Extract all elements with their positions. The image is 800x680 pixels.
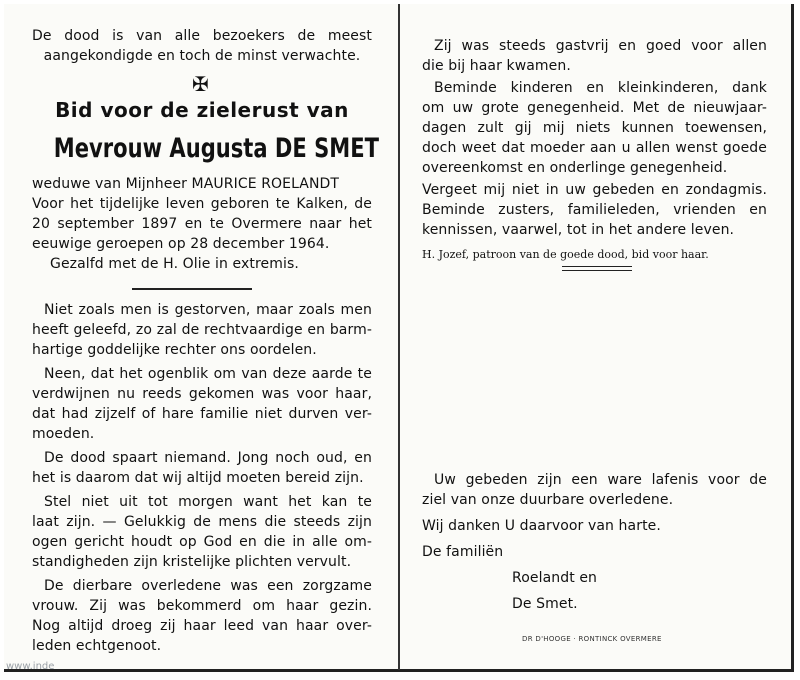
text-line: het is daarom dat wij altijd moeten bereid zijn.: [32, 470, 364, 486]
watermark: www.inde: [6, 661, 55, 672]
text-line: verdwijnen nu reeds gekomen was voor haar,: [32, 386, 372, 402]
text-line: Niet zoals men is gestorven, maar zoals men: [44, 302, 372, 318]
text-line: Nog altijd droeg zij haar leed van haar over-: [32, 618, 372, 634]
text-line: hartige goddelijke rechter ons oordelen.: [32, 342, 317, 358]
thanks-line: Wij danken U daarvoor van harte.: [422, 518, 661, 534]
text-line: De dood spaart niemand. Jong noch oud, en: [44, 450, 372, 466]
text-line: die bij haar kwamen.: [422, 58, 571, 74]
oil-line: Gezalfd met de H. Olie in extremis.: [50, 256, 299, 272]
fold-line: [398, 4, 400, 670]
text-line: De dierbare overledene was een zorgzame: [44, 578, 372, 594]
life-line: 20 september 1897 en te Overmere naar het: [32, 216, 372, 232]
text-line: om uw grote genegenheid. Met de nieuwjaar-: [422, 100, 767, 116]
divider: [562, 270, 632, 271]
divider: [132, 288, 252, 290]
intro-line: aangekondigde en toch de minst verwachte.: [43, 48, 361, 64]
cross-icon: ✠: [192, 72, 209, 96]
text-line: doch weet dat moeder aan u allen wenst goede: [422, 140, 767, 156]
body-text: [32, 300, 372, 656]
text-line: heeft geleefd, zo zal de rechtvaardige en barm-: [32, 322, 372, 338]
prayer-line: H. Jozef, patroon van de goede dood, bid voor haar.: [422, 248, 709, 261]
life-line: Voor het tijdelijke leven geboren te Kalken, de: [32, 196, 372, 212]
life-line: eeuwige geroepen op 28 december 1964.: [32, 236, 330, 252]
text-line: standigheden zijn kristelijke plichten vervult.: [32, 554, 352, 570]
deceased-name: Mevrouw Augusta DE SMET: [53, 133, 379, 164]
life-details: [32, 174, 372, 274]
family-name: De Smet.: [512, 596, 578, 612]
text-line: kennissen, vaarwel, tot in het andere leven.: [422, 222, 735, 238]
text-line: dagen zult gij mij niets kunnen toewensen,: [422, 120, 767, 136]
text-line: Neen, dat het ogenblik om van deze aarde te: [44, 366, 372, 382]
thanks-block: [422, 470, 767, 614]
text-line: leden echtgenoot.: [32, 638, 162, 654]
text-line: overeenkomst en onderlinge genegenheid.: [422, 160, 728, 176]
text-line: Stel niet uit tot morgen want het kan te: [44, 494, 372, 510]
family-name: Roelandt en: [512, 570, 598, 586]
text-line: Beminde zusters, familieleden, vrienden en: [422, 202, 767, 218]
intro-text: [32, 26, 372, 66]
bid-heading: Bid voor de zielerust van: [55, 98, 349, 122]
divider: [562, 266, 632, 267]
widow-line: weduwe van Mijnheer MAURICE ROELANDT: [32, 176, 340, 192]
right-body: [422, 36, 767, 262]
text-line: Zij was steeds gastvrij en goed voor allen: [434, 38, 767, 54]
text-line: vrouw. Zij was bekommerd om haar gezin.: [32, 598, 372, 614]
text-line: dat had zijzelf of hare familie niet durven ver-: [32, 406, 372, 422]
text-line: moeden.: [32, 426, 95, 442]
text-line: ogen gericht houdt op God en die in alle om-: [32, 534, 372, 550]
text-line: ziel van onze duurbare overledene.: [422, 492, 674, 508]
families-line: De familiën: [422, 544, 504, 560]
text-line: Vergeet mij niet in uw gebeden en zondagmis.: [422, 182, 767, 198]
intro-line: De dood is van alle bezoekers de meest: [32, 28, 372, 44]
printer-credit: DR D'HOOGE · RONTINCK OVERMERE: [522, 635, 662, 643]
text-line: laat zijn. — Gelukkig de mens die steeds zijn: [32, 514, 372, 530]
text-line: Uw gebeden zijn een ware lafenis voor de: [434, 472, 767, 488]
text-line: Beminde kinderen en kleinkinderen, dank: [434, 80, 767, 96]
